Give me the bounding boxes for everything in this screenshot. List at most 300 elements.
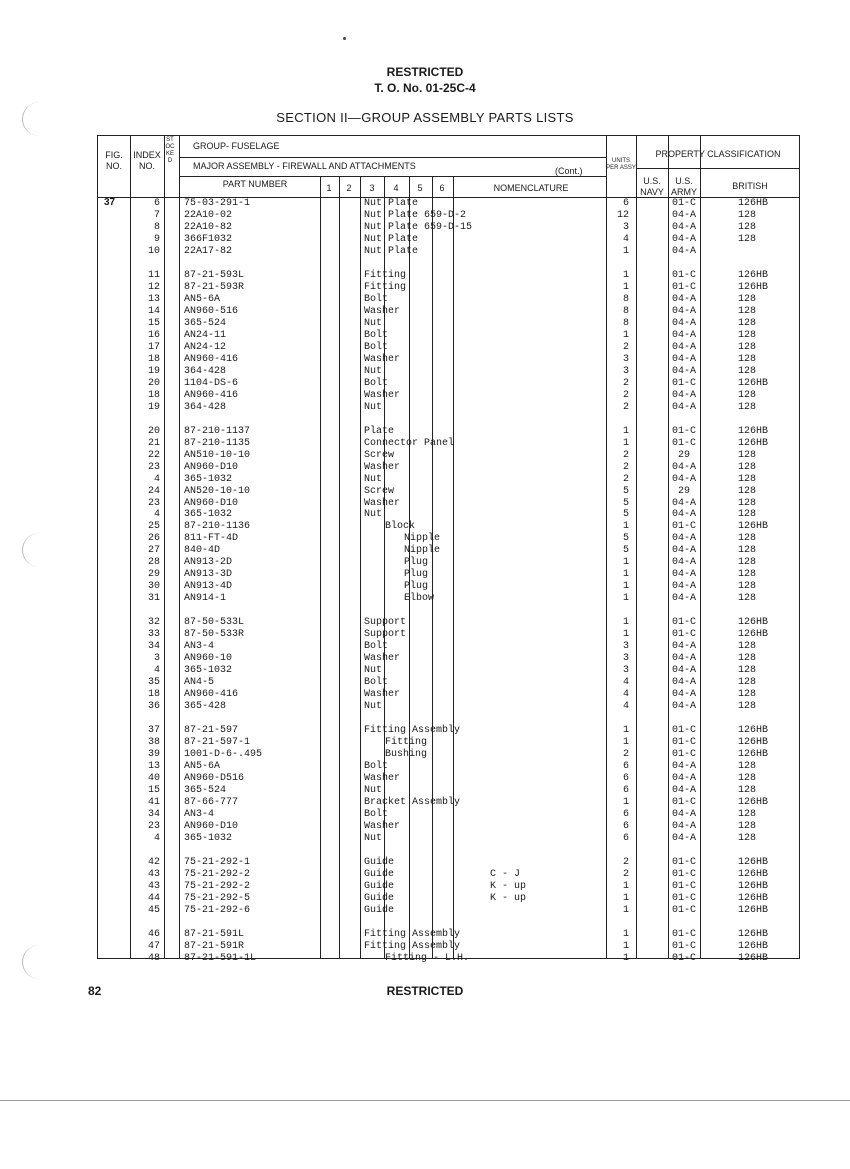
part-number: 365-524 bbox=[184, 785, 227, 797]
british-class: 128 bbox=[738, 329, 757, 341]
nomenclature: Guide bbox=[364, 904, 395, 916]
british-class: 128 bbox=[738, 509, 757, 521]
level-header-4: 4 bbox=[393, 183, 399, 193]
level-column-rule bbox=[453, 176, 454, 959]
level-header-2: 2 bbox=[346, 183, 352, 193]
british-class: 128 bbox=[738, 365, 757, 377]
header-rule bbox=[636, 168, 800, 169]
index-number: 42 bbox=[147, 856, 160, 868]
nomenclature: Nut Plate bbox=[364, 198, 419, 209]
part-number: AN520-10-10 bbox=[184, 485, 251, 497]
index-number: 6 bbox=[153, 198, 160, 209]
units-per-assy: 3 bbox=[622, 665, 629, 677]
army-class: 04-A bbox=[671, 209, 696, 221]
part-number: 87-21-597 bbox=[184, 725, 239, 737]
units-per-assy: 2 bbox=[622, 856, 629, 868]
nomenclature: Nut bbox=[364, 701, 383, 713]
part-number: AN960-416 bbox=[184, 689, 239, 701]
british-class: 128 bbox=[738, 317, 757, 329]
army-class: 01-C bbox=[671, 904, 696, 916]
british-class: 128 bbox=[738, 341, 757, 353]
restricted-header: RESTRICTED bbox=[386, 65, 464, 79]
british-class: 128 bbox=[738, 545, 757, 557]
index-number: 39 bbox=[147, 749, 160, 761]
british-class: 128 bbox=[738, 808, 757, 820]
index-number: 28 bbox=[147, 557, 160, 569]
header-rule bbox=[179, 157, 606, 158]
index-number: 13 bbox=[147, 293, 160, 305]
army-class: 01-C bbox=[671, 437, 696, 449]
army-class: 01-C bbox=[671, 521, 696, 533]
army-class: 04-A bbox=[671, 245, 696, 257]
index-number: 43 bbox=[147, 868, 160, 880]
units-per-assy: 5 bbox=[622, 485, 629, 497]
army-class: 01-C bbox=[671, 952, 696, 964]
units-per-assy: 1 bbox=[622, 737, 629, 749]
british-header: BRITISH bbox=[732, 181, 768, 191]
army-class: 04-A bbox=[671, 365, 696, 377]
section-title: SECTION II—GROUP ASSEMBLY PARTS LISTS bbox=[276, 110, 574, 125]
army-class: 01-C bbox=[671, 928, 696, 940]
scan-dot bbox=[343, 37, 346, 40]
british-class: 128 bbox=[738, 233, 757, 245]
army-class: 01-C bbox=[671, 725, 696, 737]
army-class: 04-A bbox=[671, 461, 696, 473]
units-per-assy: 4 bbox=[622, 677, 629, 689]
part-number: 87-66-777 bbox=[184, 797, 239, 808]
units-per-assy: 2 bbox=[622, 377, 629, 389]
nomenclature: Nut bbox=[364, 785, 383, 797]
part-number: AN5-6A bbox=[184, 761, 221, 773]
index-number: 45 bbox=[147, 904, 160, 916]
nomenclature: Washer bbox=[364, 305, 401, 317]
property-classification-header: PROPERTY CLASSIFICATION bbox=[655, 149, 781, 159]
binder-hole-mark bbox=[22, 102, 57, 136]
british-class: 128 bbox=[738, 593, 757, 605]
british-class: 126HB bbox=[738, 281, 769, 293]
index-number: 4 bbox=[153, 509, 160, 521]
index-number: 23 bbox=[147, 497, 160, 509]
index-number: 23 bbox=[147, 461, 160, 473]
british-class: 128 bbox=[738, 209, 757, 221]
british-class: 128 bbox=[738, 401, 757, 413]
british-class: 128 bbox=[738, 832, 757, 844]
units-per-assy: 6 bbox=[622, 808, 629, 820]
part-number: 365-1032 bbox=[184, 832, 233, 844]
level-column-rule bbox=[320, 176, 321, 959]
british-class: 126HB bbox=[738, 725, 769, 737]
index-number: 18 bbox=[147, 353, 160, 365]
column-rule bbox=[179, 135, 180, 959]
nomenclature: Nut Plate bbox=[364, 233, 419, 245]
units-per-assy: 1 bbox=[622, 245, 629, 257]
army-class: 04-A bbox=[671, 653, 696, 665]
level-column-rule bbox=[432, 176, 433, 959]
part-number: AN510-10-10 bbox=[184, 449, 251, 461]
index-number: 24 bbox=[147, 485, 160, 497]
part-number: 87-210-1136 bbox=[184, 521, 251, 533]
part-number: AN913-3D bbox=[184, 569, 233, 581]
british-class: 126HB bbox=[738, 425, 769, 437]
british-class: 126HB bbox=[738, 737, 769, 749]
nomenclature: Screw bbox=[364, 485, 395, 497]
us-army-header: U.S. ARMY bbox=[670, 176, 697, 197]
nomenclature: Bushing bbox=[385, 749, 428, 761]
units-per-assy: 6 bbox=[622, 820, 629, 832]
army-class: 01-C bbox=[671, 617, 696, 629]
army-class: 04-A bbox=[671, 497, 696, 509]
index-number: 37 bbox=[147, 725, 160, 737]
index-number: 15 bbox=[147, 785, 160, 797]
army-class: 01-C bbox=[671, 198, 696, 209]
army-class: 04-A bbox=[671, 677, 696, 689]
army-class: 01-C bbox=[671, 629, 696, 641]
nomenclature: Connector Panel bbox=[364, 437, 455, 449]
nomenclature: Nut bbox=[364, 401, 383, 413]
units-per-assy: 1 bbox=[622, 269, 629, 281]
part-number: AN5-6A bbox=[184, 293, 221, 305]
level-column-rule bbox=[339, 176, 340, 959]
level-header-3: 3 bbox=[369, 183, 375, 193]
british-class: 128 bbox=[738, 353, 757, 365]
part-number: 811-FT-4D bbox=[184, 533, 239, 545]
nomenclature: Nut bbox=[364, 665, 383, 677]
british-class: 126HB bbox=[738, 880, 769, 892]
binder-hole-mark bbox=[22, 945, 57, 979]
index-number: 19 bbox=[147, 401, 160, 413]
index-number: 3 bbox=[153, 653, 160, 665]
level-header-1: 1 bbox=[326, 183, 332, 193]
index-number: 11 bbox=[147, 269, 160, 281]
index-number: 13 bbox=[147, 761, 160, 773]
part-number: 87-50-533L bbox=[184, 617, 245, 629]
index-number: 16 bbox=[147, 329, 160, 341]
index-number: 7 bbox=[153, 209, 160, 221]
units-per-assy: 1 bbox=[622, 581, 629, 593]
fig-number: 37 bbox=[104, 197, 116, 208]
column-rule bbox=[700, 135, 701, 959]
army-class: 04-A bbox=[671, 545, 696, 557]
column-rule bbox=[164, 135, 165, 959]
british-class: 126HB bbox=[738, 940, 769, 952]
part-number: 87-210-1137 bbox=[184, 425, 251, 437]
index-number: 12 bbox=[147, 281, 160, 293]
nomenclature: Guide K - up bbox=[364, 880, 527, 892]
nomenclature: Plug bbox=[404, 581, 429, 593]
index-number: 10 bbox=[147, 245, 160, 257]
index-number: 9 bbox=[153, 233, 160, 245]
army-class: 04-A bbox=[671, 473, 696, 485]
part-number: AN960-416 bbox=[184, 389, 239, 401]
cont-label: (Cont.) bbox=[555, 166, 583, 176]
units-per-assy: 1 bbox=[622, 425, 629, 437]
british-class: 128 bbox=[738, 569, 757, 581]
part-number: AN3-4 bbox=[184, 641, 215, 653]
units-per-assy: 1 bbox=[622, 725, 629, 737]
units-per-assy: 1 bbox=[622, 797, 629, 808]
nomenclature: Fitting bbox=[385, 737, 428, 749]
british-class: 126HB bbox=[738, 797, 769, 808]
page-number: 82 bbox=[88, 984, 102, 998]
army-class: 04-A bbox=[671, 293, 696, 305]
british-class: 128 bbox=[738, 701, 757, 713]
nomenclature: Washer bbox=[364, 773, 401, 785]
british-class: 126HB bbox=[738, 521, 769, 533]
index-number: 18 bbox=[147, 389, 160, 401]
nomenclature: Bolt bbox=[364, 329, 389, 341]
units-per-assy: 3 bbox=[622, 653, 629, 665]
army-class: 04-A bbox=[671, 557, 696, 569]
british-class: 128 bbox=[738, 485, 757, 497]
units-per-assy: 2 bbox=[622, 868, 629, 880]
nomenclature: Fitting - L.H. bbox=[385, 952, 470, 964]
army-class: 04-A bbox=[671, 533, 696, 545]
army-class: 29 bbox=[677, 449, 690, 461]
units-per-assy: 12 bbox=[616, 209, 629, 221]
army-class: 29 bbox=[677, 485, 690, 497]
nomenclature-header: NOMENCLATURE bbox=[493, 183, 569, 193]
nomenclature: Fitting Assembly bbox=[364, 725, 461, 737]
british-class: 128 bbox=[738, 221, 757, 233]
part-number: AN914-1 bbox=[184, 593, 227, 605]
index-number: 23 bbox=[147, 820, 160, 832]
british-class: 128 bbox=[738, 653, 757, 665]
part-number: 87-50-533R bbox=[184, 629, 245, 641]
index-number: 4 bbox=[153, 473, 160, 485]
british-class: 128 bbox=[738, 761, 757, 773]
part-number: 75-21-292-5 bbox=[184, 892, 251, 904]
nomenclature: Washer bbox=[364, 689, 401, 701]
index-number: 41 bbox=[147, 797, 160, 808]
units-per-assy: 1 bbox=[622, 880, 629, 892]
part-number: 75-21-292-2 bbox=[184, 868, 251, 880]
nomenclature: Nut Plate 659-D-2 bbox=[364, 209, 467, 221]
fig-no-header: FIG. NO. bbox=[105, 150, 123, 171]
index-number: 31 bbox=[147, 593, 160, 605]
nomenclature: Washer bbox=[364, 497, 401, 509]
index-number: 29 bbox=[147, 569, 160, 581]
part-number: 366F1032 bbox=[184, 233, 233, 245]
units-per-assy: 3 bbox=[622, 221, 629, 233]
units-per-assy: 3 bbox=[622, 641, 629, 653]
us-navy-header: U.S. NAVY bbox=[640, 176, 664, 197]
part-number: AN960-416 bbox=[184, 353, 239, 365]
nomenclature: Washer bbox=[364, 820, 401, 832]
part-number: 87-21-591R bbox=[184, 940, 245, 952]
army-class: 04-A bbox=[671, 701, 696, 713]
army-class: 04-A bbox=[671, 329, 696, 341]
british-class: 126HB bbox=[738, 377, 769, 389]
index-number: 21 bbox=[147, 437, 160, 449]
british-class: 128 bbox=[738, 785, 757, 797]
units-per-assy: 6 bbox=[622, 785, 629, 797]
nomenclature: Washer bbox=[364, 461, 401, 473]
part-number: AN913-2D bbox=[184, 557, 233, 569]
units-per-assy: 1 bbox=[622, 952, 629, 964]
units-per-assy: 5 bbox=[622, 509, 629, 521]
nomenclature: Nut bbox=[364, 365, 383, 377]
index-number: 8 bbox=[153, 221, 160, 233]
units-per-assy: 1 bbox=[622, 940, 629, 952]
army-class: 04-A bbox=[671, 353, 696, 365]
part-number: AN960-D10 bbox=[184, 461, 239, 473]
index-number: 22 bbox=[147, 449, 160, 461]
army-class: 01-C bbox=[671, 797, 696, 808]
nomenclature: Bolt bbox=[364, 641, 389, 653]
british-class: 128 bbox=[738, 389, 757, 401]
british-class: 126HB bbox=[738, 198, 769, 209]
index-number: 43 bbox=[147, 880, 160, 892]
units-per-assy: 1 bbox=[622, 281, 629, 293]
part-number: 1104-DS-6 bbox=[184, 377, 239, 389]
index-number: 34 bbox=[147, 641, 160, 653]
nomenclature: Plate bbox=[364, 425, 395, 437]
nomenclature: Nut Plate 659-D-15 bbox=[364, 221, 473, 233]
part-number: 365-1032 bbox=[184, 473, 233, 485]
nomenclature: Elbow bbox=[404, 593, 435, 605]
units-per-assy: 4 bbox=[622, 233, 629, 245]
part-number: 365-428 bbox=[184, 701, 227, 713]
nomenclature: Bracket Assembly bbox=[364, 797, 461, 808]
british-class: 128 bbox=[738, 293, 757, 305]
army-class: 04-A bbox=[671, 317, 696, 329]
nomenclature: Washer bbox=[364, 389, 401, 401]
nomenclature: Guide bbox=[364, 856, 395, 868]
nomenclature: Guide K - up bbox=[364, 892, 527, 904]
part-number: AN960-516 bbox=[184, 305, 239, 317]
british-class: 128 bbox=[738, 641, 757, 653]
part-number: 87-21-593R bbox=[184, 281, 245, 293]
units-per-assy: 2 bbox=[622, 449, 629, 461]
army-class: 04-A bbox=[671, 785, 696, 797]
british-class: 128 bbox=[738, 689, 757, 701]
binder-hole-mark bbox=[22, 533, 57, 567]
army-class: 01-C bbox=[671, 269, 696, 281]
british-class: 128 bbox=[738, 497, 757, 509]
part-number: 1001-D-6-.495 bbox=[184, 749, 263, 761]
nomenclature: Support bbox=[364, 617, 407, 629]
nomenclature: Fitting bbox=[364, 281, 407, 293]
british-class: 128 bbox=[738, 305, 757, 317]
part-number: 22A10-82 bbox=[184, 221, 233, 233]
part-number: 365-524 bbox=[184, 317, 227, 329]
army-class: 01-C bbox=[671, 377, 696, 389]
army-class: 04-A bbox=[671, 808, 696, 820]
level-header-6: 6 bbox=[439, 183, 445, 193]
british-class: 126HB bbox=[738, 269, 769, 281]
army-class: 01-C bbox=[671, 940, 696, 952]
army-class: 01-C bbox=[671, 737, 696, 749]
army-class: 01-C bbox=[671, 856, 696, 868]
army-class: 01-C bbox=[671, 880, 696, 892]
army-class: 01-C bbox=[671, 749, 696, 761]
nomenclature: Nipple bbox=[404, 545, 441, 557]
units-per-assy: 2 bbox=[622, 389, 629, 401]
army-class: 01-C bbox=[671, 892, 696, 904]
army-class: 04-A bbox=[671, 389, 696, 401]
nomenclature: Bolt bbox=[364, 677, 389, 689]
part-number: 87-21-591-1L bbox=[184, 952, 257, 964]
nomenclature: Bolt bbox=[364, 377, 389, 389]
level-header-5: 5 bbox=[417, 183, 423, 193]
units-per-assy: 8 bbox=[622, 317, 629, 329]
british-class: 126HB bbox=[738, 868, 769, 880]
units-per-assy: 1 bbox=[622, 593, 629, 605]
index-number: 32 bbox=[147, 617, 160, 629]
units-per-assy: 6 bbox=[622, 832, 629, 844]
british-class: 126HB bbox=[738, 952, 769, 964]
units-per-assy: 6 bbox=[622, 761, 629, 773]
index-number: 34 bbox=[147, 808, 160, 820]
index-number: 4 bbox=[153, 665, 160, 677]
units-per-assy: 1 bbox=[622, 329, 629, 341]
army-class: 04-A bbox=[671, 689, 696, 701]
army-class: 04-A bbox=[671, 761, 696, 773]
part-number: AN913-4D bbox=[184, 581, 233, 593]
index-number: 40 bbox=[147, 773, 160, 785]
part-number: AN960-D10 bbox=[184, 497, 239, 509]
index-number: 30 bbox=[147, 581, 160, 593]
part-number: 75-21-292-1 bbox=[184, 856, 251, 868]
nomenclature: Guide C - J bbox=[364, 868, 521, 880]
army-class: 04-A bbox=[671, 820, 696, 832]
index-number: 20 bbox=[147, 425, 160, 437]
index-number: 46 bbox=[147, 928, 160, 940]
nomenclature: Washer bbox=[364, 353, 401, 365]
index-no-header: INDEX NO. bbox=[133, 150, 161, 171]
major-assembly-label: MAJOR ASSEMBLY - FIREWALL AND ATTACHMENTS bbox=[193, 161, 416, 171]
index-number: 33 bbox=[147, 629, 160, 641]
index-number: 4 bbox=[153, 832, 160, 844]
units-per-assy: 2 bbox=[622, 461, 629, 473]
british-class: 128 bbox=[738, 773, 757, 785]
part-number: 364-428 bbox=[184, 401, 227, 413]
part-number: AN4-5 bbox=[184, 677, 215, 689]
army-class: 04-A bbox=[671, 305, 696, 317]
nomenclature: Fitting Assembly bbox=[364, 940, 461, 952]
british-class: 126HB bbox=[738, 928, 769, 940]
index-number: 18 bbox=[147, 689, 160, 701]
army-class: 04-A bbox=[671, 581, 696, 593]
restricted-footer: RESTRICTED bbox=[386, 984, 464, 998]
units-per-assy: 2 bbox=[622, 401, 629, 413]
units-per-assy: 4 bbox=[622, 689, 629, 701]
units-per-assy: 6 bbox=[622, 198, 629, 209]
units-per-assy: 8 bbox=[622, 305, 629, 317]
nomenclature: Nut bbox=[364, 317, 383, 329]
part-number: 75-21-292-6 bbox=[184, 904, 251, 916]
british-class: 126HB bbox=[738, 437, 769, 449]
part-number: 75-21-292-2 bbox=[184, 880, 251, 892]
units-per-assy: 6 bbox=[622, 773, 629, 785]
part-number: 87-21-591L bbox=[184, 928, 245, 940]
part-number: 364-428 bbox=[184, 365, 227, 377]
level-column-rule bbox=[360, 176, 361, 959]
index-number: 48 bbox=[147, 952, 160, 964]
british-class: 128 bbox=[738, 677, 757, 689]
units-per-assy: 5 bbox=[622, 533, 629, 545]
index-number: 25 bbox=[147, 521, 160, 533]
british-class: 128 bbox=[738, 557, 757, 569]
army-class: 04-A bbox=[671, 401, 696, 413]
part-number: 365-1032 bbox=[184, 509, 233, 521]
index-number: 17 bbox=[147, 341, 160, 353]
british-class: 128 bbox=[738, 533, 757, 545]
units-per-assy-header: UNITS PER ASSY bbox=[606, 158, 636, 171]
part-number: AN960-10 bbox=[184, 653, 233, 665]
nomenclature: Bolt bbox=[364, 808, 389, 820]
nomenclature: Fitting bbox=[364, 269, 407, 281]
